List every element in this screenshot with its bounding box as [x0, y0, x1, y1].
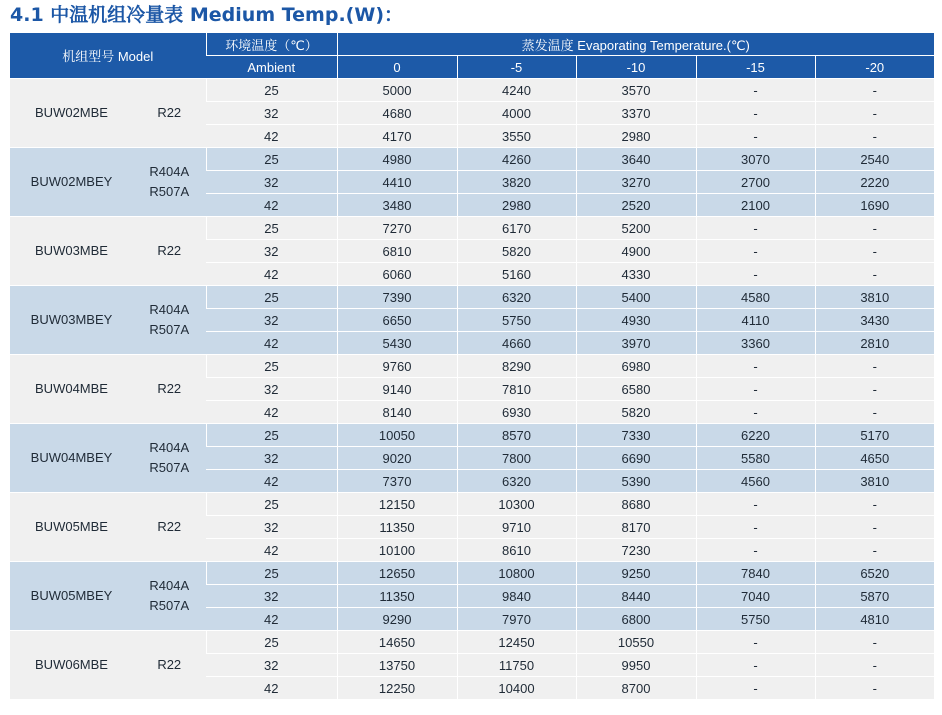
ambient-cell: 32: [206, 516, 337, 539]
capacity-cell: 3820: [457, 171, 576, 194]
capacity-cell: 9250: [576, 562, 696, 585]
capacity-cell: -: [696, 217, 815, 240]
capacity-cell: 9020: [337, 447, 457, 470]
model-cell: BUW03MBE: [10, 217, 133, 286]
capacity-cell: 2220: [815, 171, 934, 194]
ambient-cell: 32: [206, 585, 337, 608]
capacity-cell: -: [815, 355, 934, 378]
capacity-cell: 9140: [337, 378, 457, 401]
model-cell: BUW03MBEY: [10, 286, 133, 355]
ambient-cell: 42: [206, 677, 337, 700]
refrigerant-label: R507A: [149, 598, 190, 613]
capacity-cell: -: [696, 102, 815, 125]
capacity-cell: 8140: [337, 401, 457, 424]
capacity-cell: 3810: [815, 286, 934, 309]
capacity-cell: 12650: [337, 562, 457, 585]
capacity-cell: 10800: [457, 562, 576, 585]
capacity-cell: 6170: [457, 217, 576, 240]
capacity-cell: 4660: [457, 332, 576, 355]
capacity-cell: 6810: [337, 240, 457, 263]
table-row: [10, 79, 934, 102]
capacity-cell: 3430: [815, 309, 934, 332]
capacity-cell: 8700: [576, 677, 696, 700]
capacity-cell: 4410: [337, 171, 457, 194]
model-header: 机组型号 Model: [10, 33, 206, 79]
table-row: [10, 493, 934, 516]
refrigerant-cell: [133, 493, 206, 562]
capacity-cell: -: [696, 79, 815, 102]
table-row: [10, 424, 934, 447]
capacity-cell: -: [815, 240, 934, 263]
capacity-cell: 5580: [696, 447, 815, 470]
capacity-cell: 4170: [337, 125, 457, 148]
table-row: [10, 355, 934, 378]
capacity-cell: 6690: [576, 447, 696, 470]
refrigerant-label: R507A: [149, 322, 190, 337]
capacity-cell: 3480: [337, 194, 457, 217]
capacity-cell: 12450: [457, 631, 576, 654]
capacity-cell: 7800: [457, 447, 576, 470]
model-cell: BUW02MBEY: [10, 148, 133, 217]
refrigerant-label: R507A: [149, 184, 190, 199]
ambient-cell: 25: [206, 424, 337, 447]
capacity-cell: 10100: [337, 539, 457, 562]
capacity-cell: 5820: [457, 240, 576, 263]
capacity-cell: 9710: [457, 516, 576, 539]
capacity-cell: 10300: [457, 493, 576, 516]
ambient-cell: 25: [206, 562, 337, 585]
ambient-cell: 42: [206, 470, 337, 493]
capacity-cell: 12250: [337, 677, 457, 700]
capacity-cell: 5750: [457, 309, 576, 332]
capacity-cell: 7270: [337, 217, 457, 240]
capacity-cell: 7330: [576, 424, 696, 447]
capacity-cell: 6060: [337, 263, 457, 286]
capacity-cell: 9290: [337, 608, 457, 631]
ambient-cell: 25: [206, 79, 337, 102]
model-cell: BUW05MBE: [10, 493, 133, 562]
refrigerant-label: R507A: [149, 460, 190, 475]
capacity-cell: 6520: [815, 562, 934, 585]
model-cell: BUW06MBE: [10, 631, 133, 700]
capacity-cell: 3550: [457, 125, 576, 148]
capacity-cell: -: [815, 631, 934, 654]
capacity-cell: 5200: [576, 217, 696, 240]
capacity-cell: 4810: [815, 608, 934, 631]
capacity-cell: 4650: [815, 447, 934, 470]
ambient-cell: 32: [206, 447, 337, 470]
capacity-cell: 7370: [337, 470, 457, 493]
capacity-cell: 5000: [337, 79, 457, 102]
capacity-cell: 3640: [576, 148, 696, 171]
ambient-cell: 42: [206, 194, 337, 217]
capacity-cell: 5430: [337, 332, 457, 355]
capacity-cell: -: [815, 378, 934, 401]
capacity-cell: 2980: [576, 125, 696, 148]
ambient-cell: 42: [206, 608, 337, 631]
refrigerant-label: R404A: [149, 440, 190, 455]
capacity-cell: 6650: [337, 309, 457, 332]
refrigerant-label: R22: [157, 243, 182, 258]
evap-temp-col: -15: [696, 56, 815, 79]
refrigerant-cell: [133, 562, 206, 631]
capacity-cell: 10400: [457, 677, 576, 700]
capacity-cell: -: [696, 493, 815, 516]
capacity-cell: -: [815, 677, 934, 700]
evap-temp-col: -10: [576, 56, 696, 79]
table-row: [10, 562, 934, 585]
capacity-cell: 4330: [576, 263, 696, 286]
capacity-cell: 10550: [576, 631, 696, 654]
refrigerant-label: R404A: [149, 164, 190, 179]
page-title: 4.1 中温机组冷量表 Medium Temp.(W)：: [10, 4, 403, 26]
refrigerant-label: R22: [157, 519, 182, 534]
capacity-cell: 13750: [337, 654, 457, 677]
capacity-cell: -: [696, 539, 815, 562]
capacity-cell: 4680: [337, 102, 457, 125]
capacity-cell: -: [815, 217, 934, 240]
table-row: [10, 286, 934, 309]
capacity-cell: 11350: [337, 585, 457, 608]
evap-temp-col: -5: [457, 56, 576, 79]
capacity-cell: 12150: [337, 493, 457, 516]
capacity-table: [10, 33, 934, 699]
refrigerant-cell: [133, 424, 206, 493]
capacity-cell: 7230: [576, 539, 696, 562]
refrigerant-cell: [133, 217, 206, 286]
capacity-cell: -: [696, 263, 815, 286]
ambient-cell: 25: [206, 355, 337, 378]
ambient-cell: 25: [206, 493, 337, 516]
capacity-cell: 10050: [337, 424, 457, 447]
capacity-cell: -: [696, 125, 815, 148]
table-row: [10, 217, 934, 240]
ambient-cell: 42: [206, 539, 337, 562]
capacity-cell: 3370: [576, 102, 696, 125]
capacity-cell: 9950: [576, 654, 696, 677]
model-cell: BUW02MBE: [10, 79, 133, 148]
capacity-cell: 7390: [337, 286, 457, 309]
capacity-cell: 2700: [696, 171, 815, 194]
ambient-cell: 42: [206, 263, 337, 286]
capacity-cell: 3360: [696, 332, 815, 355]
capacity-cell: 5160: [457, 263, 576, 286]
capacity-cell: 9760: [337, 355, 457, 378]
ambient-header-en: Ambient: [206, 56, 337, 79]
capacity-cell: 1690: [815, 194, 934, 217]
capacity-cell: -: [815, 516, 934, 539]
capacity-cell: 4110: [696, 309, 815, 332]
table-row: [10, 148, 934, 171]
refrigerant-cell: [133, 148, 206, 217]
capacity-cell: -: [815, 493, 934, 516]
capacity-cell: 5820: [576, 401, 696, 424]
refrigerant-cell: [133, 631, 206, 700]
capacity-cell: 11350: [337, 516, 457, 539]
evap-temp-col: -20: [815, 56, 934, 79]
capacity-cell: 4240: [457, 79, 576, 102]
ambient-cell: 32: [206, 171, 337, 194]
refrigerant-label: R404A: [149, 578, 190, 593]
capacity-cell: 4930: [576, 309, 696, 332]
capacity-cell: 3070: [696, 148, 815, 171]
capacity-cell: 2520: [576, 194, 696, 217]
capacity-cell: 6220: [696, 424, 815, 447]
capacity-cell: -: [696, 240, 815, 263]
capacity-cell: 8290: [457, 355, 576, 378]
capacity-cell: -: [696, 654, 815, 677]
model-cell: BUW04MBEY: [10, 424, 133, 493]
capacity-cell: 6320: [457, 286, 576, 309]
ambient-cell: 32: [206, 378, 337, 401]
ambient-cell: 42: [206, 125, 337, 148]
model-cell: BUW04MBE: [10, 355, 133, 424]
ambient-cell: 32: [206, 102, 337, 125]
capacity-cell: 4580: [696, 286, 815, 309]
capacity-cell: 5170: [815, 424, 934, 447]
ambient-cell: 25: [206, 631, 337, 654]
capacity-cell: 4900: [576, 240, 696, 263]
capacity-cell: 8680: [576, 493, 696, 516]
capacity-cell: -: [696, 631, 815, 654]
capacity-cell: 2980: [457, 194, 576, 217]
capacity-cell: -: [696, 401, 815, 424]
evap-temp-col: 0: [337, 56, 457, 79]
capacity-cell: 5870: [815, 585, 934, 608]
refrigerant-label: R22: [157, 381, 182, 396]
capacity-cell: -: [815, 654, 934, 677]
capacity-cell: 11750: [457, 654, 576, 677]
capacity-cell: -: [815, 125, 934, 148]
refrigerant-cell: [133, 355, 206, 424]
capacity-cell: 8170: [576, 516, 696, 539]
capacity-cell: 6800: [576, 608, 696, 631]
capacity-cell: 8610: [457, 539, 576, 562]
model-cell: BUW05MBEY: [10, 562, 133, 631]
ambient-header-cn: 环境温度（℃）: [206, 33, 337, 56]
capacity-cell: 9840: [457, 585, 576, 608]
capacity-cell: -: [815, 79, 934, 102]
capacity-cell: 6580: [576, 378, 696, 401]
ambient-cell: 25: [206, 148, 337, 171]
capacity-cell: -: [815, 263, 934, 286]
table-header: [10, 33, 934, 79]
table-body: [10, 79, 934, 700]
capacity-cell: 14650: [337, 631, 457, 654]
capacity-cell: 3570: [576, 79, 696, 102]
ambient-cell: 25: [206, 286, 337, 309]
refrigerant-cell: [133, 79, 206, 148]
capacity-cell: 2100: [696, 194, 815, 217]
capacity-cell: -: [696, 677, 815, 700]
capacity-cell: 2810: [815, 332, 934, 355]
evaporating-temp-header: 蒸发温度 Evaporating Temperature.(℃): [337, 33, 934, 56]
capacity-cell: -: [696, 355, 815, 378]
capacity-cell: -: [696, 516, 815, 539]
capacity-cell: 3810: [815, 470, 934, 493]
capacity-cell: -: [815, 102, 934, 125]
ambient-cell: 32: [206, 309, 337, 332]
refrigerant-label: R404A: [149, 302, 190, 317]
ambient-cell: 42: [206, 332, 337, 355]
capacity-cell: 2540: [815, 148, 934, 171]
ambient-cell: 32: [206, 654, 337, 677]
capacity-cell: 4560: [696, 470, 815, 493]
capacity-cell: 6930: [457, 401, 576, 424]
capacity-cell: 7810: [457, 378, 576, 401]
capacity-cell: 4000: [457, 102, 576, 125]
capacity-cell: 3970: [576, 332, 696, 355]
capacity-cell: 5750: [696, 608, 815, 631]
capacity-cell: 8440: [576, 585, 696, 608]
refrigerant-cell: [133, 286, 206, 355]
capacity-cell: 8570: [457, 424, 576, 447]
ambient-cell: 25: [206, 217, 337, 240]
refrigerant-label: R22: [157, 657, 182, 672]
capacity-cell: -: [696, 378, 815, 401]
capacity-cell: 7840: [696, 562, 815, 585]
capacity-cell: -: [815, 401, 934, 424]
capacity-cell: -: [815, 539, 934, 562]
refrigerant-label: R22: [157, 105, 182, 120]
capacity-cell: 7970: [457, 608, 576, 631]
capacity-cell: 5400: [576, 286, 696, 309]
capacity-cell: 4260: [457, 148, 576, 171]
capacity-cell: 4980: [337, 148, 457, 171]
capacity-cell: 6320: [457, 470, 576, 493]
capacity-cell: 3270: [576, 171, 696, 194]
capacity-cell: 7040: [696, 585, 815, 608]
ambient-cell: 42: [206, 401, 337, 424]
capacity-cell: 5390: [576, 470, 696, 493]
ambient-cell: 32: [206, 240, 337, 263]
table-row: [10, 631, 934, 654]
capacity-cell: 6980: [576, 355, 696, 378]
